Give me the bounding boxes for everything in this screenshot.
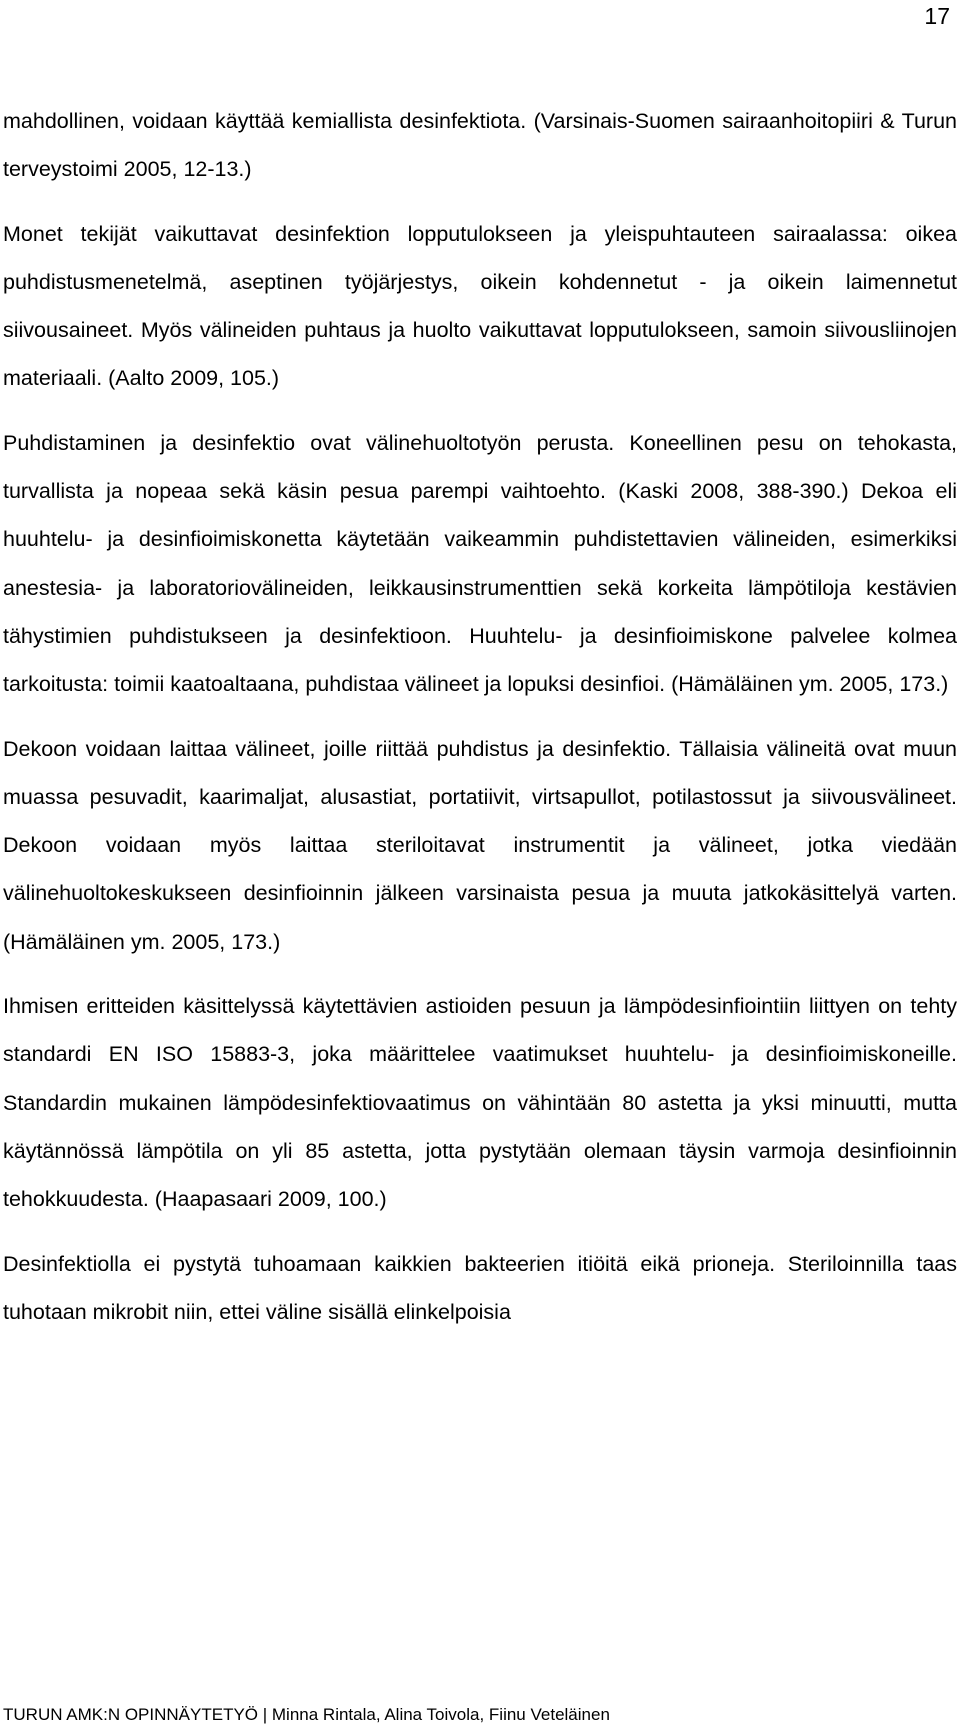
paragraph-5: Ihmisen eritteiden käsittelyssä käytettävien astioiden pesuun ja lämpödesinfiointiin liittyen on tehty standardi EN ISO 15883-3, joka määrittelee vaatimukset huuhtelu- ja desinfioimiskoneille. Standardin mukainen lämpödesinfektiovaatimus on vähintään 80 astetta ja yksi minuutti, mutta käytännössä lämpötila on yli 85 astetta, jotta pystytään olemaan täysin varmoja desinfioinnin tehokkuudesta. (Haapasaari 2009, 100.) <box>3 994 957 1212</box>
paragraph-1: mahdollinen, voidaan käyttää kemiallista desinfektiota. (Varsinais-Suomen sairaanhoitopiiri & Turun terveystoimi 2005, 12-13.) <box>3 109 957 182</box>
body-text <box>3 97 957 1336</box>
paragraph-4: Dekoon voidaan laittaa välineet, joille riittää puhdistus ja desinfektio. Tällaisia välineitä ovat muun muassa pesuvadit, kaarimaljat, alusastiat, portatiivit, virtsapullot, potilastossut ja siivousvälineet. Dekoon voidaan myös laittaa steriloitavat instrumentit ja välineet, jotka viedään välinehuoltokeskukseen desinfioinnin jälkeen varsinaista pesua ja muuta jatkokäsittelyä varten. (Hämäläinen ym. 2005, 173.) <box>3 736 957 954</box>
page-footer: TURUN AMK:N OPINNÄYTETYÖ | Minna Rintala, Alina Toivola, Fiinu Veteläinen <box>3 1705 610 1724</box>
paragraph-2: Monet tekijät vaikuttavat desinfektion lopputulokseen ja yleispuhtauteen sairaalassa: oikea puhdistusmenetelmä, aseptinen työjärjestys, oikein kohdennetut - ja oikein laimennetut siivousaineet. Myös välineiden puhtaus ja huolto vaikuttavat lopputulokseen, samoin siivousliinojen materiaali. (Aalto 2009, 105.) <box>3 221 957 391</box>
page-number: 17 <box>924 3 950 29</box>
paragraph-3: Puhdistaminen ja desinfektio ovat välinehuoltotyön perusta. Koneellinen pesu on tehokasta, turvallista ja nopeaa sekä käsin pesua parempi vaihtoehto. (Kaski 2008, 388-390.) Dekoa eli huuhtelu- ja desinfioimiskonetta käytetään vaikeammin puhdistettavien välineiden, esimerkiksi anestesia- ja laboratoriovälineiden, leikkausinstrumenttien sekä korkeita lämpötiloja kestävien tähystimien puhdistukseen ja desinfektioon. Huuhtelu- ja desinfioimiskone palvelee kolmea tarkoitusta: toimii kaatoaltaana, puhdistaa välineet ja lopuksi desinfioi. (Hämäläinen ym. 2005, 173.) <box>3 430 957 697</box>
paragraph-6: Desinfektiolla ei pystytä tuhoamaan kaikkien bakteerien itiöitä eikä prioneja. Steriloinnilla taas tuhotaan mikrobit niin, ettei väline sisällä elinkelpoisia <box>3 1251 957 1324</box>
